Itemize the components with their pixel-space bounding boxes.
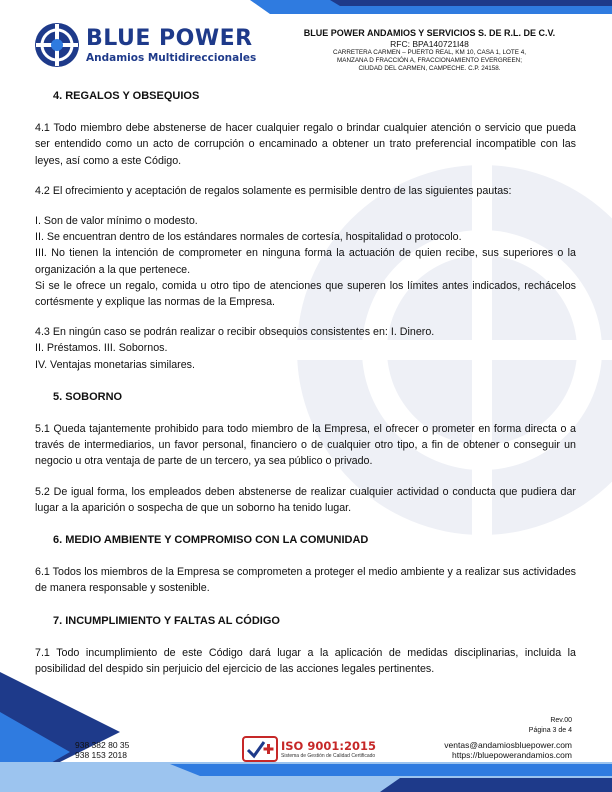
iso-title: ISO 9001:2015 — [281, 738, 376, 753]
phone-numbers — [75, 740, 129, 760]
company-info — [287, 28, 572, 73]
website-text: https://bluepowerandamios.com — [451, 750, 572, 760]
phone-number: 938 153 2018 — [75, 750, 127, 760]
section-title: 7. INCUMPLIMIENTO Y FALTAS AL CÓDIGO — [53, 614, 280, 627]
contact-info — [444, 740, 572, 760]
paragraph: II. Préstamos. III. Sobornos. — [35, 342, 168, 355]
section-title: 4. REGALOS Y OBSEQUIOS — [53, 90, 200, 102]
company-rfc: RFC: BPA140721I48 — [390, 39, 469, 49]
paragraph: 4.3 En ningún caso se podrán realizar o recibir obsequios consistentes en: I. Dinero. — [35, 326, 435, 339]
list-item: III. No tienen la intención de comprometer en ninguna forma la actuación de quien recibe, sus superiores o la organización a la que pertenece. — [35, 247, 576, 276]
paragraph: IV. Ventajas monetarias similares. — [35, 358, 195, 371]
company-address-line: CIUDAD DEL CARMEN, CAMPECHE. C.P. 24158. — [358, 65, 501, 72]
paragraph: 4.1 Todo miembro debe abstenerse de hacer cualquier regalo o brindar cualquier atención o servicio que pueda ser entendido como un acto de corrupción o encaminado a obtener un trato preferencial incompatible con las leyes, así como a este Código. — [35, 122, 576, 167]
company-logo — [34, 22, 256, 68]
paragraph: 4.2 El ofrecimiento y aceptación de regalos solamente es permisible dentro de las siguientes pautas: — [35, 184, 512, 197]
phone-number: 938 382 80 35 — [75, 740, 130, 750]
blue-power-logo-icon — [34, 22, 80, 68]
list-item: I. Son de valor mínimo o modesto. — [35, 215, 198, 228]
company-address-line: MANZANA D FRACCIÓN A, FRACCIONAMIENTO EVERGREEN; — [337, 57, 522, 64]
logo-tagline: Andamios Multidireccionales — [86, 51, 257, 64]
page-footer — [0, 712, 612, 792]
iso-certification-icon — [242, 736, 278, 762]
paragraph: 5.2 De igual forma, los empleados deben abstenerse de realizar cualquier actividad o conducta que pudiera dar lugar a la aparición o sospecha de que un soborno ha tenido lugar. — [35, 485, 576, 514]
paragraph: Si se le ofrece un regalo, comida u otro tipo de atenciones que superen los límites antes indicados, rechácelos cortésmente y explique las normas de la Empresa. — [35, 279, 576, 309]
page-number: Página 3 de 4 — [528, 727, 572, 734]
company-address-line: CARRETERA CARMEN – PUERTO REAL, KM 10, CASA 1, LOTE 4, — [333, 49, 526, 56]
paragraph: 5.1 Queda tajantemente prohibido para todo miembro de la Empresa, el ofrecer o prometer en forma directa o a través de intermediarios, un favor personal, financiero o de cualquier otro tipo, a fin de obtener o conseguir un negocio u otra ventaja de parte de un tercero, ya sea público o privado. — [35, 423, 576, 468]
iso-badge — [242, 736, 376, 762]
iso-subtitle: Sistema de Gestión de Calidad Certificado — [281, 752, 376, 759]
paragraph: 6.1 Todos los miembros de la Empresa se comprometen a proteger el medio ambiente y a realizar sus actividades de manera responsable y sostenible. — [35, 566, 576, 595]
section-title: 5. SOBORNO — [53, 390, 123, 403]
logo-name: BLUE POWER — [86, 25, 253, 51]
revision-label: Rev.00 — [550, 717, 572, 724]
document-body — [35, 88, 576, 677]
company-name: BLUE POWER ANDAMIOS Y SERVICIOS S. DE R.L. DE C.V. — [303, 28, 556, 38]
list-item: II. Se encuentran dentro de los estándares normales de cortesía, hospitalidad o protocolo. — [35, 231, 462, 244]
page-header — [0, 0, 612, 90]
paragraph: 7.1 Todo incumplimiento de este Código dará lugar a la aplicación de medidas disciplinarias, incluida la posibilidad del despido sin perjuicio del ejercicio de las acciones legales pertinentes. — [35, 646, 576, 676]
email-text: ventas@andamiosbluepower.com — [444, 740, 572, 750]
section-title: 6. MEDIO AMBIENTE Y COMPROMISO CON LA COMUNIDAD — [53, 534, 369, 547]
